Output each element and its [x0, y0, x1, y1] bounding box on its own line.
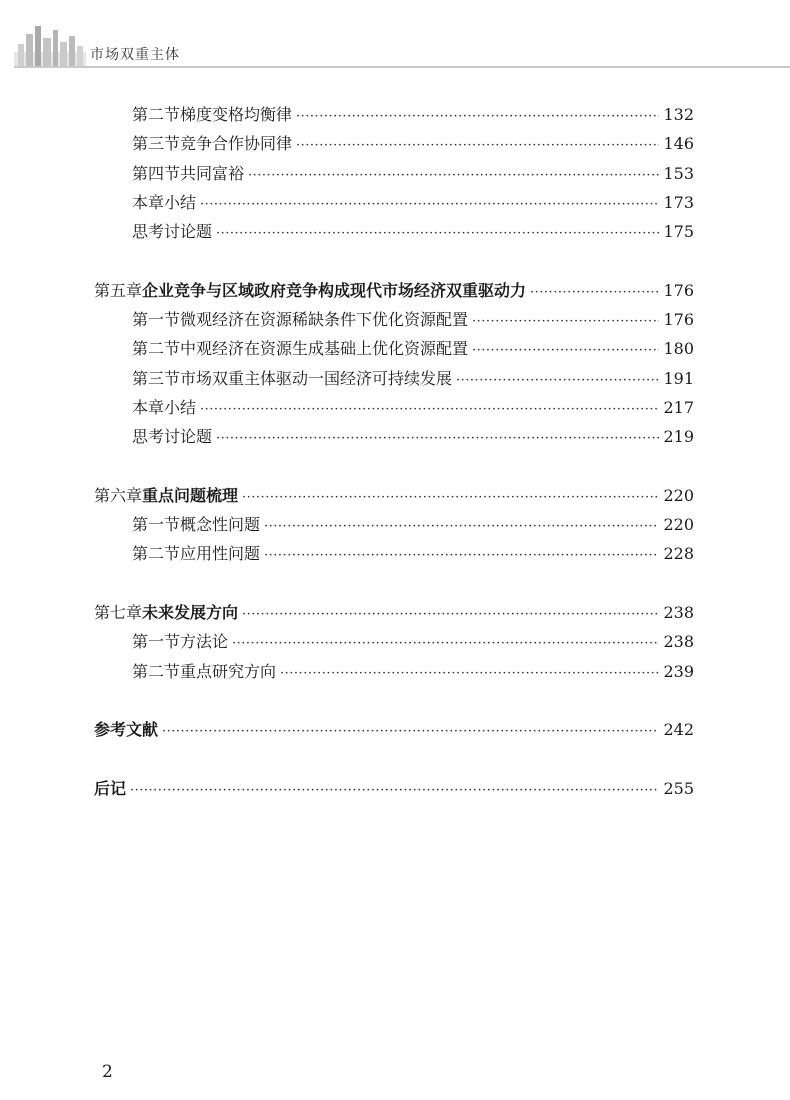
dot-leader: [280, 659, 659, 688]
toc-section-row[interactable]: [94, 188, 694, 217]
toc-entry-number: 第二节: [132, 339, 181, 359]
dot-leader: [530, 278, 659, 307]
toc-page-number: 175: [663, 222, 694, 242]
toc-page-number: 153: [663, 163, 694, 183]
dot-leader: [248, 161, 659, 190]
toc-gap: [94, 246, 694, 275]
toc-entry-number: 第三节: [132, 368, 181, 388]
toc-page-number: 176: [663, 280, 694, 300]
toc-gap: [94, 569, 694, 598]
toc-section-row[interactable]: [94, 539, 694, 568]
dot-leader: [242, 483, 659, 512]
toc-entry-title: 重点研究方向: [180, 661, 277, 681]
dot-leader: [200, 190, 659, 219]
dot-leader: [216, 219, 659, 248]
running-header: [0, 0, 790, 80]
toc-entry-title: 思考讨论题: [132, 222, 213, 242]
toc-entry-number: 第一节: [132, 515, 181, 535]
toc-entry-title: 方法论: [180, 632, 229, 652]
toc-section-row[interactable]: [94, 334, 694, 363]
toc-page-number: 220: [663, 515, 694, 535]
toc-entry-title: 竞争合作协同律: [180, 134, 293, 154]
toc-entry-number: 第六章: [94, 485, 143, 505]
toc-chapter-row[interactable]: [94, 774, 694, 803]
dot-leader: [242, 600, 659, 629]
toc-entry-number: 第二节: [132, 661, 181, 681]
toc-page-number: 146: [663, 134, 694, 154]
toc-section-row[interactable]: [94, 393, 694, 422]
toc-entry-title: 中观经济在资源生成基础上优化资源配置: [180, 339, 469, 359]
toc-section-row[interactable]: [94, 100, 694, 129]
toc-page-number: 255: [663, 778, 694, 798]
toc-entry-title: 思考讨论题: [132, 427, 213, 447]
city-skyline-icon: [14, 22, 86, 68]
toc-gap: [94, 686, 694, 715]
toc-section-row[interactable]: [94, 217, 694, 246]
toc-page-number: 228: [663, 544, 694, 564]
toc-section-row[interactable]: [94, 305, 694, 334]
dot-leader: [200, 395, 659, 424]
toc-entry-number: 第一节: [132, 632, 181, 652]
toc-section-row[interactable]: [94, 510, 694, 539]
toc-section-row[interactable]: [94, 129, 694, 158]
toc-entry-title: 应用性问题: [180, 544, 261, 564]
toc-page-number: 173: [663, 192, 694, 212]
dot-leader: [130, 776, 659, 805]
toc-entry-number: 第五章: [94, 280, 143, 300]
toc-section-row[interactable]: [94, 422, 694, 451]
dot-leader: [472, 336, 659, 365]
header-title: 市场双重主体: [90, 47, 180, 63]
toc-page-number: 219: [663, 427, 694, 447]
header-rule: [14, 66, 790, 68]
toc-entry-title: 梯度变格均衡律: [180, 105, 293, 124]
toc-page-number: 132: [663, 105, 694, 124]
dot-leader: [456, 366, 659, 395]
toc-section-row[interactable]: [94, 657, 694, 686]
toc-entry-title: 概念性问题: [180, 515, 261, 535]
toc-section-row[interactable]: [94, 627, 694, 656]
toc-chapter-row[interactable]: [94, 715, 694, 744]
toc-gap: [94, 745, 694, 774]
toc-chapter-row[interactable]: [94, 598, 694, 627]
dot-leader: [296, 131, 659, 160]
toc-entry-title: 共同富裕: [180, 163, 245, 183]
toc-entry-number: 第七章: [94, 603, 143, 623]
toc-entry-title: 未来发展方向: [142, 603, 239, 623]
toc-entry-number: 第三节: [132, 134, 181, 154]
toc-entry-number: 第二节: [132, 105, 181, 124]
toc-entry-title: 参考文献: [94, 720, 159, 740]
toc-entry-title: 本章小结: [132, 192, 197, 212]
toc-page-number: 242: [663, 720, 694, 740]
toc-page-number: 239: [663, 661, 694, 681]
toc-entry-title: 重点问题梳理: [142, 485, 239, 505]
toc-entry-title: 企业竞争与区域政府竞争构成现代市场经济双重驱动力: [142, 280, 527, 300]
toc-page-number: 180: [663, 339, 694, 359]
toc-entry-title: 后记: [94, 778, 127, 798]
dot-leader: [264, 541, 659, 570]
toc-entry-number: 第四节: [132, 163, 181, 183]
toc-entry-number: 第二节: [132, 544, 181, 564]
toc-page-number: 191: [663, 368, 694, 388]
table-of-contents: [94, 100, 694, 803]
toc-entry-title: 本章小结: [132, 397, 197, 417]
toc-page-number: 238: [663, 632, 694, 652]
toc-section-row[interactable]: [94, 364, 694, 393]
toc-page-number: 217: [663, 397, 694, 417]
toc-page-number: 238: [663, 603, 694, 623]
toc-entry-title: 微观经济在资源稀缺条件下优化资源配置: [180, 310, 469, 330]
toc-page-number: 220: [663, 485, 694, 505]
toc-section-row[interactable]: [94, 159, 694, 188]
toc-page-number: 176: [663, 310, 694, 330]
dot-leader: [296, 102, 659, 131]
dot-leader: [232, 629, 659, 658]
dot-leader: [264, 512, 659, 541]
toc-entry-number: 第一节: [132, 310, 181, 330]
toc-chapter-row[interactable]: [94, 481, 694, 510]
toc-entry-title: 市场双重主体驱动一国经济可持续发展: [180, 368, 453, 388]
toc-gap: [94, 452, 694, 481]
dot-leader: [472, 307, 659, 336]
toc-chapter-row[interactable]: [94, 276, 694, 305]
page-number: 2: [102, 1062, 113, 1082]
dot-leader: [162, 717, 659, 746]
dot-leader: [216, 424, 659, 453]
